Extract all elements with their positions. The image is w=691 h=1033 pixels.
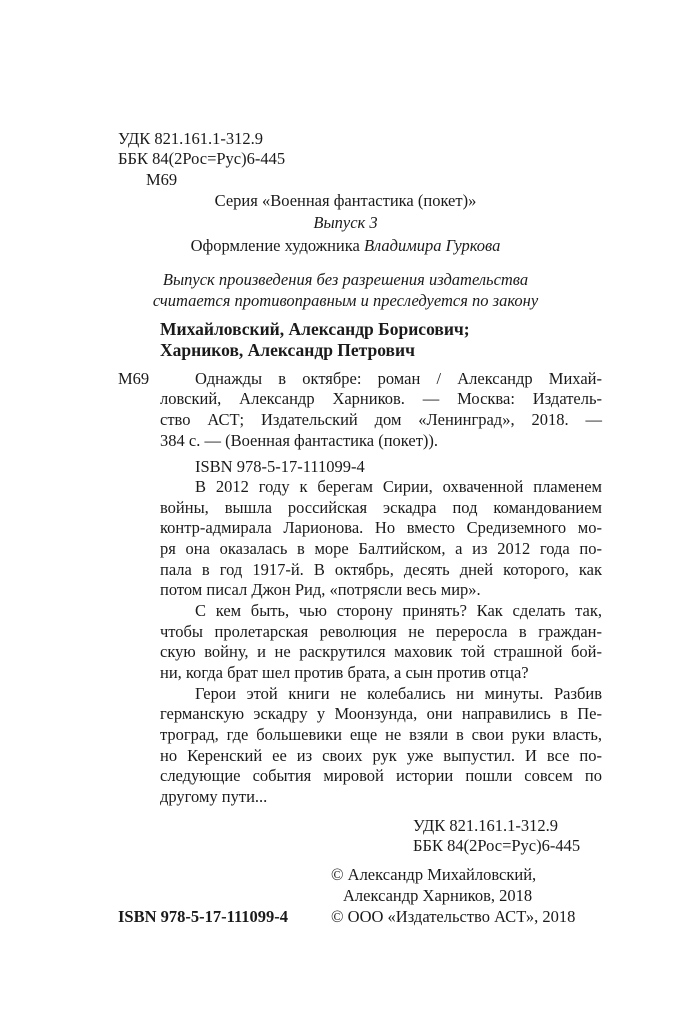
annotation-line-5: пала в год 1917-й. В октябрь, десять дней которого, как [160, 560, 602, 579]
footer-bbk: ББК 84(2Рос=Рус)6-445 [413, 836, 581, 855]
bbk-code: ББК 84(2Рос=Рус)6-445 [118, 149, 286, 168]
copyright-authors-1: © Александр Михайловский, [331, 865, 537, 884]
footer-isbn: ISBN 978-5-17-111099-4 [118, 907, 289, 926]
annotation-line-2: войны, вышла российская эскадра под командованием [160, 498, 602, 517]
warning-line-2: считается противоправным и преследуется по закону [152, 291, 539, 310]
designer-name: Владимира Гуркова [363, 236, 501, 255]
annotation-line-7: С кем быть, чью сторону принять? Как сделать так, [195, 601, 602, 620]
catalog-mark: М69 [118, 369, 150, 388]
annotation-line-8: чтобы пролетарская революция не переросла в граждан- [160, 622, 602, 641]
annotation-line-15: следующие события мировой истории пошли совсем по [160, 766, 602, 785]
catalog-line-1: Однажды в октябре: роман / Александр Михай- [195, 369, 602, 388]
warning-line-1: Выпуск произведения без разрешения издательства [162, 270, 529, 289]
designer-prefix: Оформление художника [190, 236, 364, 255]
annotation-line-1: В 2012 году к берегам Сирии, охваченной пламенем [195, 477, 602, 496]
series-line: Серия «Военная фантастика (покет)» [214, 191, 477, 210]
copyright-publisher: © ООО «Издательство АСТ», 2018 [331, 907, 576, 926]
annotation-line-11: Герои этой книги не колебались ни минуты. Разбив [195, 684, 602, 703]
author-mark: М69 [146, 170, 178, 189]
annotation-line-13: троград, где большевики еще не взяли в свои руки власть, [160, 725, 602, 744]
catalog-line-2: ловский, Александр Харников. — Москва: Издатель- [160, 389, 602, 408]
designer-line [0, 236, 691, 256]
annotation-line-9: скую войну, и не раскрутился маховик той страшной бой- [160, 642, 602, 661]
author-2: Харников, Александр Петрович [160, 340, 415, 360]
catalog-line-4: 384 с. — (Военная фантастика (покет)). [160, 431, 439, 450]
catalog-line-3: ство АСТ; Издательский дом «Ленинград», 2018. — [160, 410, 602, 429]
catalog-isbn: ISBN 978-5-17-111099-4 [195, 457, 365, 476]
annotation-line-16: другому пути... [160, 787, 268, 806]
annotation-line-3: контр-адмирала Ларионова. Но вместо Средиземного мо- [160, 518, 602, 537]
series-issue: Выпуск 3 [313, 213, 378, 232]
annotation-line-14: но Керенский ее из своих рук уже выпустил. И все по- [160, 746, 602, 765]
annotation-line-4: ря она оказалась в море Балтийском, а из 2012 года по- [160, 539, 602, 558]
udk-code: УДК 821.161.1-312.9 [118, 129, 264, 148]
copyright-authors-2: Александр Харников, 2018 [343, 886, 533, 905]
author-1: Михайловский, Александр Борисович; [160, 319, 470, 339]
footer-udk: УДК 821.161.1-312.9 [413, 816, 559, 835]
annotation-line-12: германскую эскадру у Моонзунда, они направились в Пе- [160, 704, 602, 723]
annotation-line-6: потом писал Джон Рид, «потрясли весь мир». [160, 580, 481, 599]
annotation-line-10: ни, когда брат шел против брата, а сын против отца? [160, 663, 529, 682]
